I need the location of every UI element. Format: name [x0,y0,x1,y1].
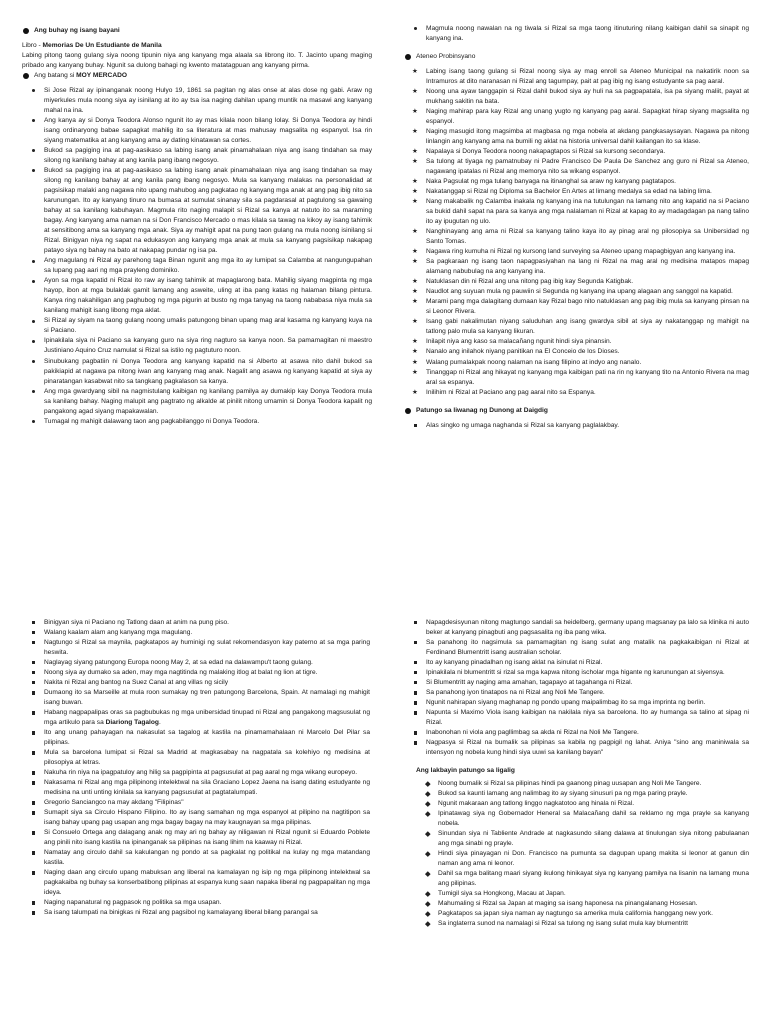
list-item: ★ Inilapit niya ang kaso sa malacañang ngunit hindi siya pinansin. [404,337,749,347]
list-item: Mahumaling si Rizal sa Japan at maging sa isang haponesa na pinangalanang Hosesan. [404,899,749,909]
list-item: Napagdesisyunan nitong magtungo sandali sa heidelberg, germany upang magsanay pa lalo sa klinika ni auto beker at kanyang pinagbuti ang pagsasalita ng iba pang wika. [404,618,749,638]
list-item: Naging napanatural ng pagpasok ng politika sa mga usapan. [22,898,370,908]
list-item: Namatay ang circulo dahil sa kakulangan ng pondo at sa pagkalat ng politikal na kulay ng mga matandang kastila. [22,848,370,868]
list-item: Noong siya ay dumako sa aden, may mga nagtitinda ng malaking itlog at balat ng lion at tigre. [22,668,370,678]
list-item: Sa isang talumpati na binigkas ni Rizal ang pagsibol ng kamalayang liberal bilang parangal sa [22,908,370,918]
list-item: Hindi siya pinayagan ni Don. Francisco na pumunta sa dagupan upang makita si leonor at ganun din naman ang ama ni leonor. [404,849,749,869]
list-item: Ipinakilala ni blumentritt si rizal sa mga kapwa nitong ischolar mga higante ng karunungan at siyensya. [404,668,749,678]
list-item: Napunta si Maximo Viola isang kaibigan na nakilala niya sa barcelona. Ito ay humanga sa talino at sipag ni Rizal. [404,708,749,728]
list-item: Naglayag siyang patungong Europa noong May 2, at sa edad na dalawampu't taong gulang. [22,658,370,668]
list-item: Nagpasya si Rizal na bumalik sa pilipinas sa kabila ng pagpigil ng lahat. Aniya "sino ang maniniwala sa intensyon ng nobela kung hindi siya uuwi sa kanilang bayan" [404,738,749,758]
heading-text: Ang buhay ng isang bayani [34,27,120,34]
list-item: ★ Nagawa ring kumuha ni Rizal ng kursong land surveying sa Ateneo upang mapagbigyan ang kanyang ina. [404,247,749,257]
list-item: Gregorio Sanciangco na may akdang "Filipinas" [22,798,370,808]
list-item: Nakasama ni Rizal ang mga pilipinong intelektwal na sila Graciano Lopez Jaena na isang dating estudyante ng medisina na unti unting kinilala sa kanyang pagsusulat at pagtatalumpati. [22,778,370,798]
list-item: ★ Nanalo ang inilahok niyang panitikan na El Conceio de los Dioses. [404,347,749,357]
list-item: ★ Marami pang mga dalagitang dumaan kay Rizal bago nito natuklasan ang pag ibig mula sa kanyang pinsan na si Leonor Rivera. [404,297,749,317]
list-item: ★ Walang pumalakpak noong nalaman na isang filipino at indyo ang nanalo. [404,358,749,368]
list-item: Bukod sa kaunti lamang ang nalimbag ito ay siyang sinusuri pa ng mga paring prayle. [404,789,749,799]
list-item: Ito ay kanyang pinadalhan ng isang aklat na isinulat ni Rizal. [404,658,749,668]
diariong-tagalog: Diariong Tagalog [105,719,159,727]
list-item: ★ Naging masugid itong magsimba at magbasa ng mga nobela at akdang pangkasaysayan. Nagawa pa nitong linlangin ang kanyang ama na bumili ng aklat na historia universal dahil kailangan ito sa klase. [404,127,749,147]
list-item: Sa inglaterra sunod na namalagi si Rizal sa tulong ng isang sulat mula kay blumentritt [404,919,749,929]
bottom-right-column [404,618,749,929]
list-item: Alas singko ng umaga naghanda si Rizal sa kanyang paglalakbay. [404,421,749,431]
list-item: Ipinakilala siya ni Paciano sa kanyang guro na siya ring nagturo sa kanya noon. Sa pamamagitan ni maestro Justiniano Aquino Cruz namulat si Rizal sa istilo ng pagtuturo noon. [22,336,372,356]
list-item: Si Blumentritt ay naging ama amahan, tagapayo at tagahanga ni Rizal. [404,678,749,688]
top-right-column [404,24,749,431]
list-item: ★ Sa tulong at tiyaga ng pamatnubay ni Padre Francisco De Paula De Sanchez ang guro ni Rizal sa Ateneo, nagawang ipatalas ni Rizal ang memorya nito sa wikang espanyol. [404,157,749,177]
list-item: Ayon sa mga kapatid ni Rizal ito raw ay isang tahimik at mapaglarong bata. Mahilig siyang magpinta ng mga hayop, ibon at mga bulaklak gamit lamang ang asweite, uling at iba pang katas ng halaman bilang pintura. Kanya ring nakahiligan ang paghubog ng mga pigurin at busto ng mga tanyag na taong nababasa niya mula sa kanilang mahigit isang libong mga aklat. [22,276,372,316]
section-heading-buhay [22,26,372,36]
list-item: Walang kaalam alam ang kanyang mga magulang. [22,628,370,638]
list-item: Ang kanya ay si Donya Teodora Alonso ngunit ito ay mas kilala noon bilang lolay. Si Donya Teodora ay hindi isang ordinaryong babae sapagkat mahilig ito sa literatura at mas mahusay magsalita ng espanyol. Isa rin siyang matematika at ang kanyang ama ay dating kinatawan sa cortes. [22,116,372,146]
libro-line: Libro - Memorias De Un Estudiante de Manila [22,42,162,50]
list-item: Naging daan ang circulo upang mabuksan ang liberal na kamalayan ng isip ng mga pilipinong intelektwal sa pagkakaiba ng buhay sa konserbatibong pilipinas at espanya kung saan napaka liberal ng pagpapalitan ng mga ideya. [22,868,370,898]
list-item: ★ Nanghinayang ang ama ni Rizal sa kanyang talino kaya ito ay pinag aral ng pilosopiya sa Unibersidad ng Santo Tomas. [404,227,749,247]
europe-list [22,618,370,918]
moy-list [22,86,372,427]
list-item: ★ Nakatanggap si Rizal ng Diploma sa Bachelor En Artes at limang medalya sa edad na labing lima. [404,187,749,197]
list-item: Tumagal ng mahigit dalawang taon ang pagkabilanggo ni Donya Teodora. [22,417,372,427]
list-item: Magmula noong nawalan na ng tiwala si Rizal sa mga taong itinuturing nilang kaibigan dahil sa sinapit ng kanyang ina. [404,24,749,44]
list-item: Sinundan siya ni Tabliente Andrade at nagkasundo silang dalawa at tinulungan siya nitong pabulaanan ang mga sinabi ng prayle. [404,829,749,849]
list-item: ★ Isang gabi nakalimutan niyang saluduhan ang isang gwardya sibil at siya ay nakatanggap ng mahigit na tatlong palo mula sa kanyang likuran. [404,317,749,337]
bottom-left-column [22,618,370,918]
list-item: Nakita ni Rizal ang bantog na Suez Canal at ang villas ng sicily [22,678,370,688]
section-heading-moy: Ang batang si MOY MERCADO [22,71,372,81]
list-item: Noong bumalik si Rizal sa pilipinas hindi pa gaanong pinag uusapan ang Noli Me Tangere. [404,779,749,789]
dunong-list [404,421,749,431]
list-item: Dumaong ito sa Marseille at mula roon sumakay ng tren patungong Barcelona, Spain. At namalagi ng mahigit isang buwan. [22,688,370,708]
list-item: Ipinatawag siya ng Gobernador Heneral sa Malacañang dahil sa reklamo ng mga prayle sa kanyang nobela. [404,809,749,829]
list-item: Sinubukang pagbatiin ni Donya Teodora ang kanyang kapatid na si Alberto at asawa nito dahil bukod sa pakikiapid at nagawa pa nitong iwan ang kanyang mag anak. Nagalit ang asawa ng kanyang kapatid at siya ay pinaratangan kasabwat nito sa tangkang pagkalason sa kanya. [22,357,372,387]
list-item: Ang magulang ni Rizal ay parehong taga Binan ngunit ang mga ito ay lumipat sa Calamba at nangungupahan sa lupang pag aari ng mga prayleng dominiko. [22,256,372,276]
list-item: ★ Inilihim ni Rizal at Paciano ang pag aaral nito sa Espanya. [404,388,749,398]
list-item: Nakuha rin niya na ipagpatuloy ang hilig sa pagpipinta at pagsusulat at pag aaral ng mga wikang europeyo. [22,768,370,778]
list-item: ★ Labing isang taong gulang si Rizal noong siya ay mag enroll sa Ateneo Municipal na nakatirik noon sa Intramuros at dito naranasan ni Rizal ang tagumpay, pait at pag ibig ng isang estudyante sa pag aaral. [404,67,749,87]
list-item: Bukod sa pagiging ina at pag-aasikaso sa labing isang anak pinamahalaan niya ang isang tindahan sa may silong ng kanilang bahay at ang kanila pang ibang negosyo. [22,146,372,166]
list-item: Inabonohan ni viola ang pagllimbag sa akda ni Rizal na Noli Me Tangere. [404,728,749,738]
germany-list [404,618,749,758]
top-left-column [22,26,372,427]
libro-title: Memorias De Un Estudiante de Manila [42,42,162,50]
list-item: ★ Sa pagkaraan ng isang taon napagpasiyahan na lang ni Rizal na mag aral ng medisina matapos mapag alamang nabubulag na ang kanyang ina. [404,257,749,277]
list-item: Si Consuelo Ortega ang dalagang anak ng may ari ng bahay ay niligawan ni Rizal ngunit si Eduardo Poblete ang pinili nito isang kastila na ipinanganak sa pilipinas na isang lihim na kaaway ni Rizal. [22,828,370,848]
list-item: Nagtungo si Rizal sa maynila, pagkatapos ay huminigi ng sulat rekomendasyon kay paterno at sa mga paring heswita. [22,638,370,658]
list-item: Si Rizal ay siyam na taong gulang noong umalis patungong binan upang mag aral kasama ng kanyang kuya na si Paciano. [22,316,372,336]
list-item: Mula sa barcelona lumipat si Rizal sa Madrid at magkasabay na nagpatala sa kolehiyo ng medisina at pilosopiya at letras. [22,748,370,768]
list-item: Sa panahong ito nagsimula sa pamamagitan ng isang sulat ang matalik na pagkakaibigan ni Rizal at Ferdinand Blumentritt isang australian scholar. [404,638,749,658]
list-item: Ito ang unang pahayagan na nakasulat sa tagalog at kastila na pinamamahalaan ni Marcelo Del Pilar sa pilipinas. [22,728,370,748]
list-item: Ngunit makaraan ang tatlong linggo nagkatotoo ang hinala ni Rizal. [404,799,749,809]
continuation-list [404,24,749,44]
list-item: Sumapit siya sa Circulo Hispano Filipino. Ito ay isang samahan ng mga espanyol at pilipino na nagtitipon sa isang bahay upang pag usapan ang mga bagay bagay na may kaugnayan sa mga pilipinas. [22,808,370,828]
list-item: ★ Naka Pagsulat ng mga tulang banyaga na itinanghal sa araw ng kanyang pagtatapos. [404,177,749,187]
list-item: ★ Nang makabalik ng Calamba inakala ng kanyang ina na tutulungan na lamang nito ang kapatid na si Paciano sa bukid dahil sapat na para sa kanya ang mga nalalaman ni Rizal at kapag ito ay madagdagan pa nang talino ito ay ipugutan ng ulo. [404,197,749,227]
list-item: Sa panahong iyon tinatapos na ni Rizal ang Noli Me Tangere. [404,688,749,698]
section-heading-ateneo: Ateneo Probinsyano [404,52,749,62]
list-item: Pagkatapos sa japan siya naman ay nagtungo sa amerika mula california hanggang new york. [404,909,749,919]
list-item: ★ Napalaya si Donya Teodora noong nakapagtapos si Rizal sa kursong secondarya. [404,147,749,157]
ateneo-list [404,67,749,398]
list-item: Dahil sa mga balitang maari siyang ikulong hinikayat siya ng kanyang pamilya na lisanin na lamang muna ang pilipinas. [404,869,749,889]
list-item: Si Jose Rizal ay ipinanganak noong Hulyo 19, 1861 sa pagitan ng alas onse at alas dose ng gabi. Araw ng miyerkules mula noong siya ay isinilang at ito ay tsa isa naging dahilan upang muntik na masawi ang kanyang mahal na ina. [22,86,372,116]
intro-paragraph: Labing pitong taong gulang siya noong tipunin niya ang kanyang mga alaala sa librong ito. T. Jacinto upang maging pribado ang kanyang buhay. Ngunit sa dulong bahagi ng kwento matatagpuan ang kanyang pirma. [22,52,372,70]
list-item: Ngunit nahirapan siyang maghanap ng pondo upang maipalimbag ito sa mga imprinta ng berlin. [404,698,749,708]
section-heading-dunong: Patungo sa liwanag ng Dunong at Daigdig [404,406,749,416]
list-item: Ang mga gwardyang sibil na nagmistulang kaibigan ng kanilang pamilya ay dumakip kay Donya Teodora mula sa kanilang bahay. Naging malupit ang pagtrato ng alkalde at pinilit nitong umamin si Donya Teodora kapalit ng pangakong agad siyang mapakawalan. [22,387,372,417]
list-item: ★ Naudlot ang suyuan mula ng pauwiin si Segunda ng kanyang ina upang alagaan ang sanggol na kapatid. [404,287,749,297]
list-item: Habang nagpapalipas oras sa pagbubukas ng mga unibersidad tinupad ni Rizal ang pangakong magsusulat ng mga artikulo para sa Diariong Tagalog. [22,708,370,728]
list-item: ★ Natuklasan din ni Rizal ang una nitong pag ibig kay Segunda Katigbak. [404,277,749,287]
section-heading-ligalig: Ang lakbayin patungo sa ligalig [416,767,515,775]
list-item: ★ Naging mahirap para kay Rizal ang unang yugto ng kanyang pag aaral. Sapagkat hirap siyang magsalita ng espanyol. [404,107,749,127]
list-item: ★ Noong una ayaw tanggapin si Rizal dahil bukod siya ay huli na sa pagpapatala, isa pa siyang maliit, payat at mukhang sakitin na bata. [404,87,749,107]
list-item: Tumigil siya sa Hongkong, Macau at Japan. [404,889,749,899]
list-item: ★ Tinanggap ni Rizal ang hikayat ng kanyang mga kaibigan pati na rin ng kanyang tito na Antonio Rivera na mag aral sa espanya. [404,368,749,388]
list-item: Bukod sa pagiging ina at pag-aasikaso sa labing isang anak pinamahalaan niya ang isang tindahan sa may silong ng kanilang bahay at ang kanila pang ibang negosyo. Mula sa kanyang malakas na personalidad at pagsisikap malaki ang nagawa nito upang mahubog ang pagkatao ng kanyang mga anak at ang pag ibig nito sa karunungan. Ito ay kanyang tinuro na bumasa at sumulat sinanay sila sa pagdarasal at pagtulong sa gawaing bahay at sa kanilang kabuhayan. Magmula rito naging malapit si Rizal sa kanya at natuto ito sa maraming bagay. Ang kanyang ama naman na si Don Francisco Mercado o mas kilala sa tawag na kikoy ay isang tahimik at sensitibong ama sa kanyang mga anak. Siya ay mahigit apat na pung taon gulang na mula noong isinilang si Rizal. Binigyan niya ng sapat na edukasyon ang kanyang mga anak at mula sa kanyang pagsisikap nakapag patayo siya ng bahay na bato at nakapag pundar ng isa pa. [22,166,372,256]
ligalig-list [404,779,749,929]
list-item: Binigyan siya ni Paciano ng Tatlong daan at anim na pung piso. [22,618,370,628]
